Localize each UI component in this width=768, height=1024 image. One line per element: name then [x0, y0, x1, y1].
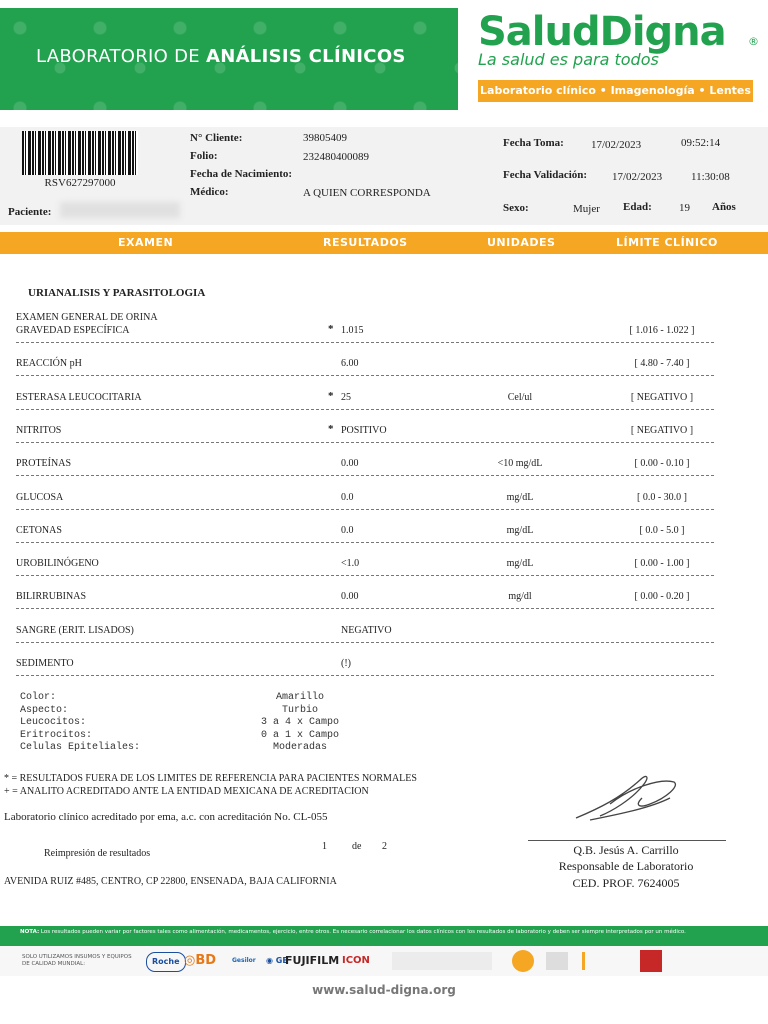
client-value: 39805409: [303, 132, 347, 144]
result-value: (!): [341, 658, 351, 669]
signer-license: CED. PROF. 7624005: [572, 876, 680, 890]
row-divider: [16, 442, 714, 443]
partner-logo-red-icon: [640, 950, 662, 972]
logo-tagline: La salud es para todos: [478, 50, 659, 69]
sexo-value: Mujer: [573, 203, 600, 215]
validacion-label: Fecha Validación:: [503, 169, 588, 181]
signature-line: [528, 840, 726, 841]
result-value: 0.0: [341, 491, 354, 503]
sediment-label: Aspecto:: [20, 704, 69, 716]
row-divider: [16, 608, 714, 609]
toma-time: 09:52:14: [681, 137, 721, 149]
edad-value: 19: [679, 202, 690, 214]
result-flag: *: [328, 422, 334, 435]
sediment-label: Color:: [20, 692, 57, 703]
partner-icon-logo: ICON: [342, 955, 370, 966]
result-limit: [ 4.80 - 7.40 ]: [634, 358, 690, 370]
banner-title-prefix: LABORATORIO DE: [36, 46, 206, 67]
sediment-label: Leucocitos:: [20, 717, 87, 728]
result-value: POSITIVO: [341, 424, 387, 436]
logo-wordmark: SaludDigna: [478, 9, 726, 55]
row-divider: [16, 475, 714, 476]
signature-image: [570, 768, 682, 826]
barcode-text: RSV627297000: [44, 177, 116, 189]
result-value: <1.0: [341, 558, 360, 570]
result-name: BILIRRUBINAS: [16, 591, 87, 603]
sediment-label: Celulas Epiteliales:: [20, 742, 141, 753]
section-title: URIANALISIS Y PARASITOLOGIA: [28, 287, 206, 299]
result-unit: mg/dL: [506, 558, 534, 570]
patient-name-redacted: [60, 202, 180, 218]
page-number: 1: [322, 841, 327, 852]
signer-name: Q.B. Jesús A. Carrillo: [573, 843, 679, 857]
result-unit: mg/dL: [506, 491, 534, 503]
result-value: 1.015: [341, 325, 364, 336]
result-limit: [ NEGATIVO ]: [630, 391, 694, 403]
salud-digna-logo: [478, 9, 763, 97]
note-accredited: + = ANALITO ACREDITADO ANTE LA ENTIDAD MEXICANA DE ACREDITACION: [4, 786, 369, 797]
validacion-date: 17/02/2023: [612, 171, 663, 183]
partner-logo-sun-icon: [512, 950, 534, 972]
toma-date: 17/02/2023: [591, 139, 642, 151]
footer-note-label: NOTA:: [20, 929, 40, 935]
doctor-value: A QUIEN CORRESPONDA: [303, 187, 431, 199]
col-unidades: UNIDADES: [487, 236, 556, 249]
result-value: NEGATIVO: [341, 624, 392, 636]
sediment-value: Moderadas: [272, 742, 327, 753]
partner-logo-placeholder-2: [546, 952, 568, 970]
result-flag: *: [328, 389, 334, 402]
result-value: 0.00: [341, 591, 359, 603]
banner-title: [36, 46, 406, 67]
result-name: SEDIMENTO: [16, 658, 74, 669]
result-limit: [ 1.016 - 1.022 ]: [629, 325, 695, 336]
result-limit: [ 0.0 - 30.0 ]: [637, 491, 687, 503]
result-unit: <10 mg/dL: [497, 458, 543, 470]
result-limit: [ 0.00 - 0.10 ]: [634, 458, 690, 470]
result-value: 6.00: [341, 358, 359, 370]
footer-note-bar: [0, 926, 768, 946]
result-name: GLUCOSA: [16, 491, 64, 503]
banner-title-bold: ANÁLISIS CLÍNICOS: [205, 46, 406, 67]
result-limit: [ 0.0 - 5.0 ]: [639, 524, 685, 536]
results-table-header: [0, 232, 768, 254]
birth-label: Fecha de Nacimiento:: [190, 168, 293, 180]
row-divider: [16, 542, 714, 543]
folio-value: 232480400089: [303, 151, 369, 163]
sediment-value: 0 a 1 x Campo: [260, 729, 339, 741]
footer-note-text: Los resultados pueden variar por factores tales como alimentación, medicamentos, ejercicio, entre otros. Es necesario correlacionar los datos clínicos con los resultados de laboratorio y deben ser siempre interpretados por un médico.: [40, 929, 686, 935]
partner-logo-check-icon: [582, 952, 633, 970]
result-name: ESTERASA LEUCOCITARIA: [16, 391, 142, 403]
barcode-image: [22, 131, 138, 175]
partners-bar: [0, 946, 768, 976]
partner-ge-text: GE: [275, 956, 288, 965]
subsection-title: EXAMEN GENERAL DE ORINA: [16, 312, 158, 323]
partner-roche-logo: Roche: [146, 952, 186, 972]
website-url: www.salud-digna.org: [312, 983, 456, 997]
sediment-value: 3 a 4 x Campo: [260, 717, 339, 728]
lab-address: AVENIDA RUIZ #485, CENTRO, CP 22800, ENSENADA, BAJA CALIFORNIA: [4, 876, 337, 887]
col-limite: LÍMITE CLÍNICO: [616, 236, 718, 249]
result-name: REACCIÓN pH: [16, 358, 82, 370]
row-divider: [16, 375, 714, 376]
reprint-text: Reimpresión de resultados: [44, 848, 151, 859]
sediment-value: Amarillo: [275, 692, 324, 703]
result-name: GRAVEDAD ESPECÍFICA: [16, 325, 130, 336]
sediment-value: Turbio: [281, 704, 318, 716]
result-name: PROTEÍNAS: [16, 458, 72, 470]
partner-logo-placeholder-1: [392, 952, 492, 970]
partner-fujifilm-logo: FUJIFILM: [285, 954, 340, 967]
result-limit: [ 0.00 - 1.00 ]: [634, 558, 690, 570]
edad-unit: Años: [712, 201, 736, 213]
partner-gesilor-logo: Gesilor: [232, 957, 256, 964]
partner-bd-text: BD: [195, 953, 217, 968]
col-resultados: RESULTADOS: [323, 236, 408, 249]
result-unit: Cel/ul: [507, 391, 533, 403]
client-label: N° Cliente:: [190, 132, 243, 144]
result-value: 25: [341, 391, 351, 403]
patient-label: Paciente:: [8, 206, 52, 218]
partner-bd-logo: [184, 952, 216, 970]
doctor-label: Médico:: [190, 186, 229, 198]
page-de: de: [352, 841, 362, 852]
header-banner: [0, 8, 458, 110]
result-unit: mg/dl: [508, 591, 532, 603]
row-divider: [16, 342, 714, 343]
result-name: UROBILINÓGENO: [16, 558, 99, 570]
col-examen: EXAMEN: [118, 236, 174, 249]
result-limit: [ 0.00 - 0.20 ]: [634, 591, 690, 603]
result-name: SANGRE (ERIT. LISADOS): [16, 624, 134, 636]
validacion-time: 11:30:08: [691, 171, 730, 183]
edad-label: Edad:: [623, 201, 652, 213]
accreditation-text: Laboratorio clínico acreditado por ema, a.c. con acreditación No. CL-055: [4, 811, 328, 823]
logo-registered-mark: ®: [748, 35, 759, 48]
sediment-label: Eritrocitos:: [20, 729, 93, 741]
note-out-of-range: * = RESULTADOS FUERA DE LOS LIMITES DE REFERENCIA PARA PACIENTES NORMALES: [4, 773, 417, 784]
row-divider: [16, 409, 714, 410]
ge-mark-icon: ◉: [266, 956, 273, 965]
row-divider: [16, 675, 714, 676]
result-limit: [ NEGATIVO ]: [630, 424, 694, 436]
row-divider: [16, 509, 714, 510]
signer-role: Responsable de Laboratorio: [558, 859, 694, 873]
partners-intro: SOLO UTILIZAMOS INSUMOS Y EQUIPOS DE CALIDAD MUNDIAL:: [22, 954, 132, 967]
result-flag: *: [328, 323, 334, 335]
logo-services-bar: Laboratorio clínico • Imagenología • Lentes: [478, 80, 753, 102]
sexo-label: Sexo:: [503, 202, 529, 214]
row-divider: [16, 642, 714, 643]
row-divider: [16, 575, 714, 576]
result-name: CETONAS: [16, 524, 62, 536]
result-value: 0.0: [341, 524, 354, 536]
result-value: 0.00: [341, 458, 359, 470]
bd-mark-icon: ◎: [184, 953, 196, 968]
result-name: NITRITOS: [16, 424, 62, 436]
toma-label: Fecha Toma:: [503, 137, 564, 149]
folio-label: Folio:: [190, 150, 218, 162]
result-unit: mg/dL: [506, 524, 534, 536]
page-total: 2: [382, 841, 387, 852]
